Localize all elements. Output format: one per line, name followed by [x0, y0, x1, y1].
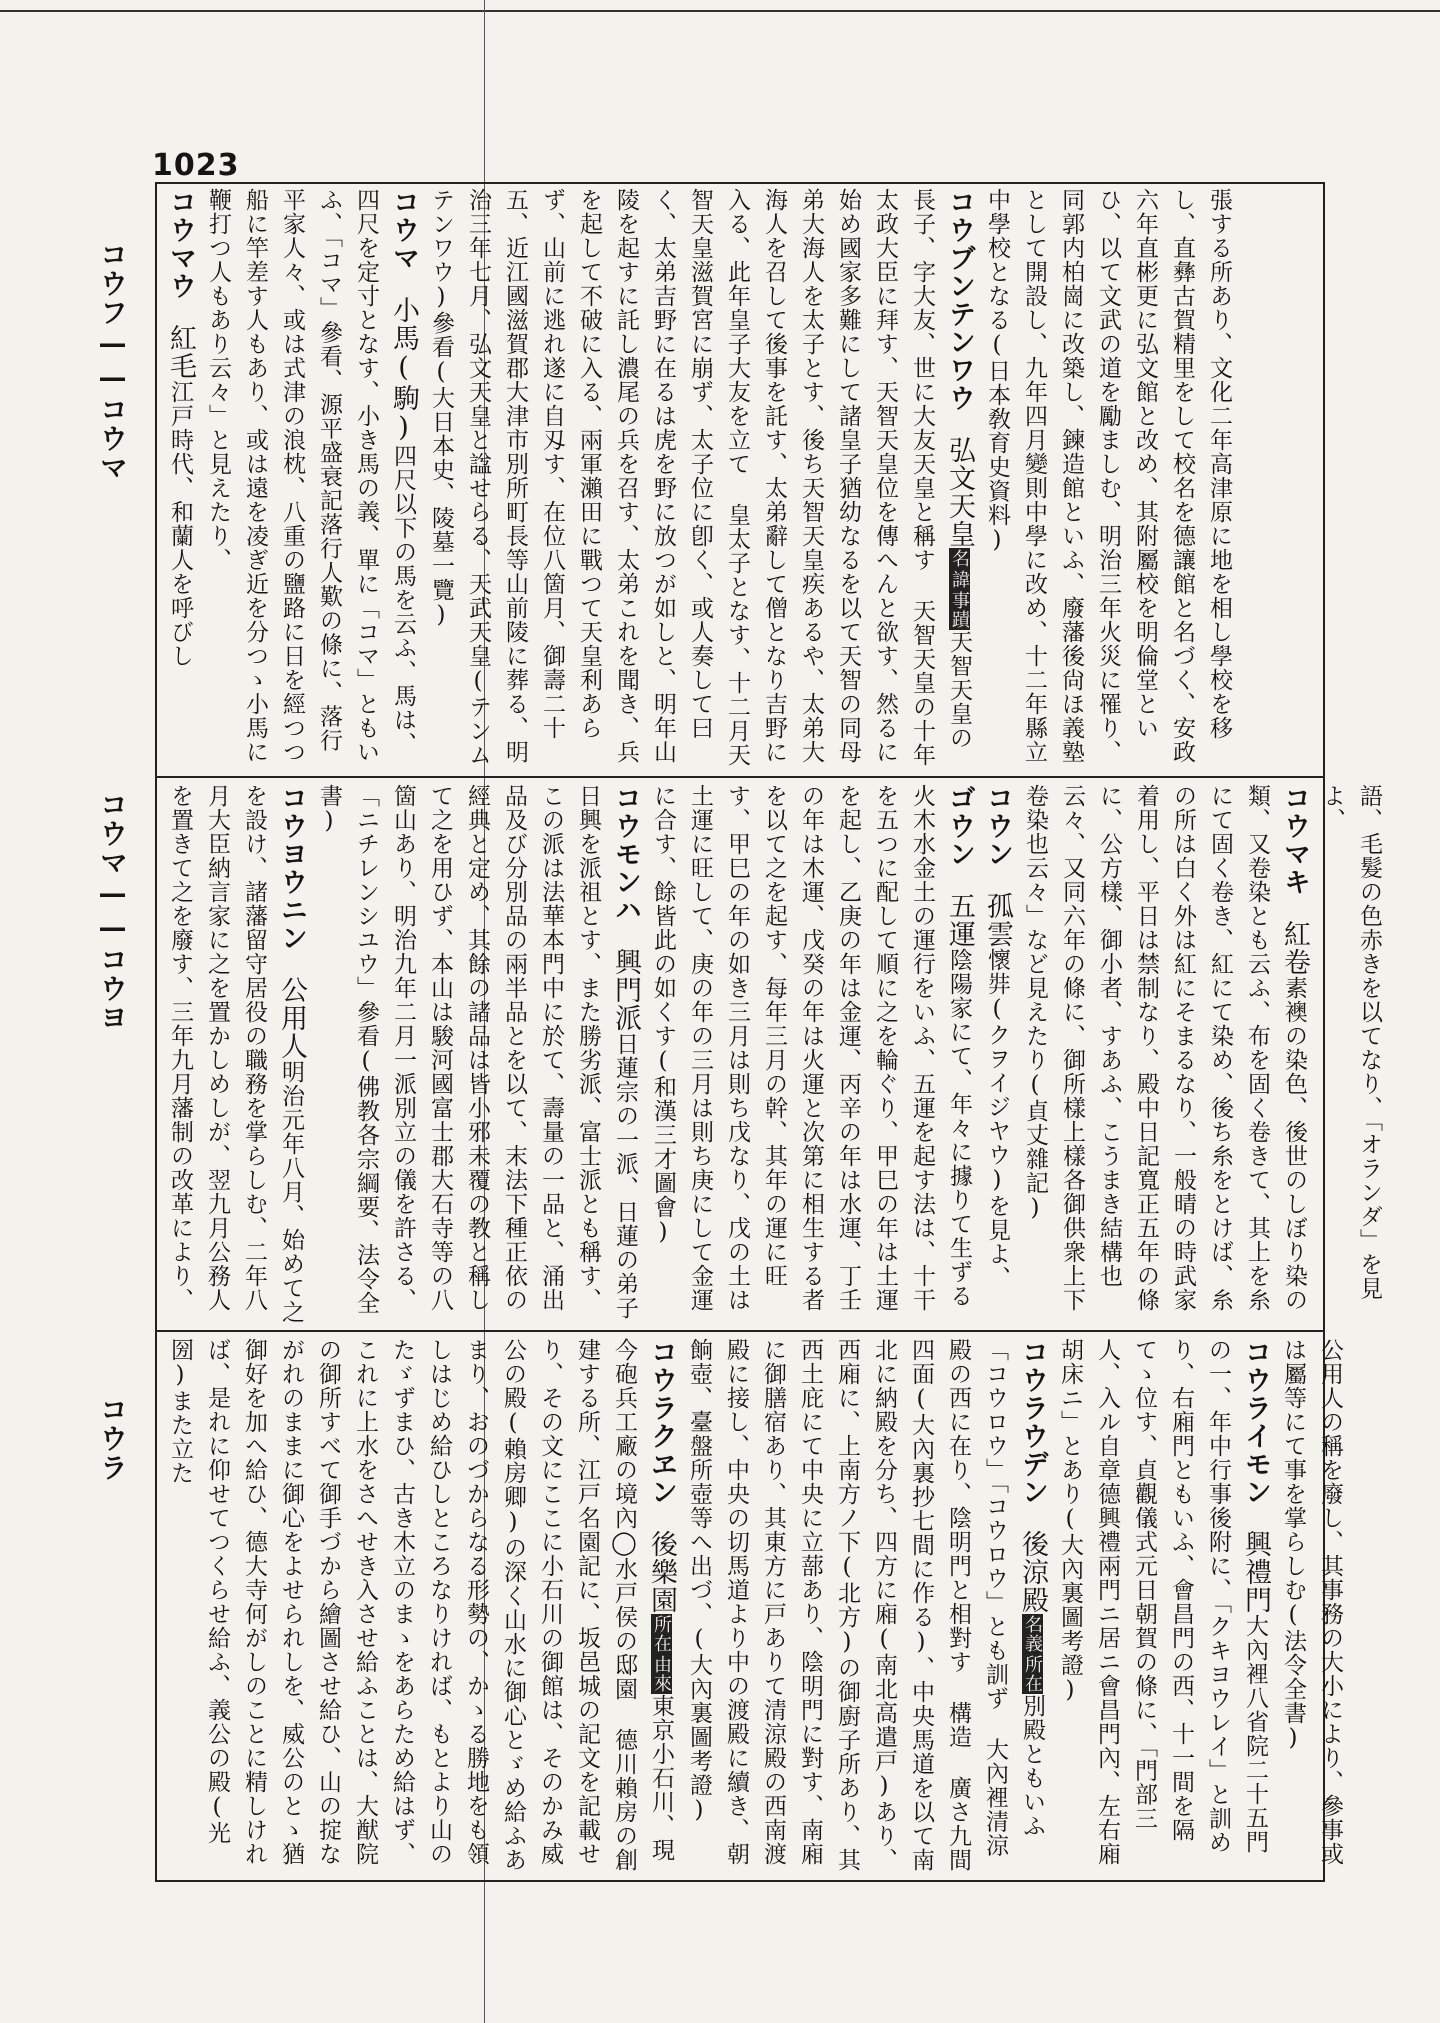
- entry-headword: コウブンテンワウ: [944, 188, 975, 412]
- top-rule: [0, 10, 1440, 12]
- entry-kanji: 後涼殿: [1017, 1530, 1048, 1614]
- entry-tag: 所在: [651, 1615, 672, 1653]
- dictionary-entry: [161, 784, 310, 1324]
- dictionary-entry: [978, 784, 1016, 1324]
- entry-text: 江戸時代、和蘭人を呼びし: [167, 380, 193, 668]
- entry-text: 日蓮宗の一派、日蓮の弟子日興を派祖とす、また勝劣派、富士派とも稱す、この派は法華本門中に於て、壽量の一品と、涌出品及び分別品の兩半品とを以て、末法下種正依の經典と定め、其餘の諸品は皆小邪未覆の教と稱して之を用ひず、本山は駿河國富士郡大石寺等の八箇山あり、明治九年二月一派別立の儀を許さる、「ニチレンシユウ」參看(佛教各宗綱要、法令全書): [316, 784, 638, 1320]
- entry-kanji: 紅毛: [165, 324, 196, 380]
- entry-headword: コウラクヱン: [646, 1338, 677, 1506]
- entry-text: 張する所あり、文化二年高津原に地を相し學校を移し、直彝古賀精里をして校名を德讓館と名づく、安政六年直彬更に弘文館と改め、其附屬校を明倫堂といひ、以て文武の道を勵ましむ、明治三年火災に罹り、同郭内柏崗に改築し、鍊造館といふ、廢藩後尙ほ義塾として開設し、九年四月變則中學に改め、十二年縣立中學校となる(日本敎育史資料): [984, 188, 1232, 764]
- entry-text: 明治元年八月、始めて之を設け、諸藩留守居役の職務を掌らしむ、二年八月大臣納言家に之を置かしめしが、翌九月公務人を置きて之を廢す、三年九月藩制の改革により、: [167, 784, 304, 1324]
- dictionary-entry: [161, 188, 199, 770]
- entry-headword: コウマ: [388, 188, 419, 272]
- dictionary-entry: [680, 1338, 1051, 1876]
- side-header-1: コウフ——コウマ: [96, 240, 129, 482]
- entry-kanji: 弘文天皇: [944, 436, 975, 548]
- section-2: [157, 780, 1382, 1328]
- entry-kanji: 孤雲: [982, 892, 1013, 948]
- page-number: 1023: [152, 148, 240, 183]
- entry-text: 懷弉(クヲイジヤウ)を見よ、: [984, 948, 1010, 1290]
- dictionary-entry: [644, 784, 978, 1324]
- entry-kanji: 紅卷: [1279, 920, 1310, 976]
- entry-kanji: 五運: [944, 892, 975, 948]
- entry-headword: ゴウン: [944, 784, 975, 868]
- entry-headword: コウマキ: [1279, 784, 1310, 896]
- section-3: [157, 1334, 1343, 1880]
- entry-text: 語、毛髮の色赤きを以てなり、「オランダ」を見よ、: [1319, 784, 1382, 1301]
- section-divider-1: [155, 776, 1325, 778]
- entry-headword: コウマウ: [165, 188, 196, 300]
- continued-text: [1274, 1338, 1348, 1876]
- entry-tag: 名義: [1022, 1615, 1043, 1653]
- entry-text: 大內裡八省院二十五門の一、年中行事後附に、「クキヨウレイ」と訓めり、右廂門ともいふ、會昌門の西、十一間を隔てゝ位す、貞觀儀式元日朝賀の條に、「門部三人、入ル自章德興禮兩門ニ居ニ會昌門內、左右廂胡床ニ」とあり(大內裏圖考證): [1057, 1338, 1268, 1866]
- section-1: [157, 184, 1323, 774]
- dictionary-entry: [1016, 784, 1313, 1324]
- dictionary-entry: [161, 1338, 680, 1876]
- section-divider-2: [155, 1330, 1325, 1332]
- entry-text: 素襖の染色、後世のしぼり染の類、又卷染とも云ふ、布を固く卷きて、其上を糸にて固く卷き、紅にて染め、後ち糸をとけば、糸の所は白く外は紅にそまるなり、一般晴の時武家着用し、平日は禁制なり、殿中日記寬正五年の條に、公方樣、御小者、すあふ、こうまき結構也云々、又同六年の條に、御所樣上樣各御供衆上下卷染也云々」など見えたり(貞丈雜記): [1022, 784, 1307, 1312]
- entry-kanji: 小馬(駒): [388, 296, 419, 444]
- section-1-text: [161, 188, 1237, 770]
- entry-text: 四尺以下の馬を云ふ、馬は、四尺を定寸となす、小き馬の義、單に「コマ」ともいふ、「コマ」參看、源平盛衰記落行人歎の條に、落行平家人々、或は式津の浪枕、八重の鹽路に日を經つつ船に竿差す人もあり、或は遠を凌ぎ近を分つゝ小馬に鞭打つ人もあり云々」と見えたり、: [205, 188, 416, 764]
- dictionary-entry: [199, 188, 422, 770]
- entry-headword: コウライモン: [1240, 1338, 1271, 1506]
- entry-tag: 名: [949, 549, 970, 568]
- entry-tag: 所在: [1022, 1655, 1043, 1693]
- entry-tag: 諱: [949, 570, 970, 589]
- entry-text: 陰陽家にて、年々に據りて生ずる火木水金土の運行をいふ、五運を起す法は、十干を五つに配して順に之を輪ぐり、甲巳の年は土運を起し、乙庚の年は金運、丙辛の年は水運、丁壬の年は木運、戊癸の年は火運と次第に相生する者を以て之を起す、每年三月の幹、其年の運に旺す、甲巳の年の如き三月は則ち戊なり、戊の土は土運に旺して、庚の年の三月は則ち庚にして金運に合す、餘皆此の如くす(和漢三才圖會): [650, 784, 972, 1312]
- entry-text: 公用人の稱を廢し、其事務の大小により、參事或は屬等にて事を掌らしむ(法令全書): [1280, 1338, 1343, 1866]
- entry-kanji: 興門派: [610, 948, 641, 1032]
- entry-headword: コウラウデン: [1017, 1338, 1048, 1506]
- section-2-text: [161, 784, 1387, 1324]
- entry-kanji: 後樂園: [646, 1530, 677, 1614]
- side-header-3: コウラ: [96, 1395, 129, 1482]
- entry-kanji: 興禮門: [1240, 1530, 1271, 1614]
- continued-text: [978, 188, 1237, 770]
- entry-tag: 由來: [651, 1655, 672, 1693]
- entry-tag: 事蹟: [949, 591, 970, 629]
- entry-text: 東京小石川、現今砲兵工廠の境內◯水戸侯の邸園 德川賴房の創建する所、江戸名園記に、坂邑城の記文を記載せり、その文にここに小石川の御館は、そのかみ威公の殿(賴房卿)の深く山水に御心とゞめ給ふあまり、おのづからなる形勢の、かゝる勝地をも領しはじめ給ひしところなりければ、もとより山のたゞずまひ、古き木立のまゝをあらため給はず、これに上水をさへせき入させ給ふことは、大猷院の御所すべて御手づから繪圖させ給ひ、山の掟ながれのままに御心をよせられしを、威公のとゝ猶御好を加へ給ひ、德大寺何がしのことに精しければ、是れに仰せてつくらせ給ふ、義公の殿(光圀)また立た: [167, 1338, 674, 1872]
- side-header-2: コウマ——コウヨ: [96, 790, 129, 1032]
- dictionary-entry: [422, 188, 978, 770]
- section-3-text: [161, 1338, 1348, 1876]
- entry-headword: コウン: [982, 784, 1013, 868]
- entry-headword: コウヨウニン: [276, 784, 307, 952]
- entry-text: 別殿ともいふ「コウロウ」「コウロウ」とも訓ず 大內裡清涼殿の西に在り、陰明門と相對す 構造 廣さ九間四面(大內裏抄七間に作る)、中央馬道を以て南北に納殿を分ち、四方に廂(南北高遣戸)あり、西廂に、上南方ノ下(北方)の御廚子所あり、其西土庇にて中央に立蔀あり、陰明門に對す、南廂に御膳宿あり、其東方に戸ありて清涼殿の西南渡殿に接し、中央の切馬道より中の渡殿に續き、朝餉壺、臺盤所壺等へ出づ、(大內裏圖考證): [686, 1338, 1045, 1872]
- continued-text: [1313, 784, 1387, 1324]
- entry-kanji: 公用人: [276, 976, 307, 1060]
- dictionary-entry: [310, 784, 644, 1324]
- dictionary-entry: [1051, 1338, 1274, 1876]
- entry-text: 天智天皇の長子、字大友、世に大友天皇と稱す 天智天皇の十年太政大臣に拜す、天智天皇位を傳へんと欲す、然るに始め國家多難にして諸皇子猶幼なるを以て天智の同母弟大海人を太子とす、後ち天智天皇疾あるや、太弟大海人を召して後事を託す、太弟辭して僧となり吉野に入る、此年皇子大友を立て 皇太子となす、十二月天智天皇滋賀宮に崩ず、太子位に卽く、或人奏して曰く、太弟吉野に在るは虎を野に放つが如しと、明年山陵を起すに託し濃尾の兵を召す、太弟これを聞き、兵を起して不破に入る、兩軍瀨田に戰つて天皇利あらず、山前に逃れ遂に自刄す、在位八箇月、御壽二十五、近江國滋賀郡大津市別所町長等山前陵に葬る、明治三年七月、弘文天皇と諡せらる、天武天皇(テンムテンワウ)參看(大日本史、陵墓一覽): [428, 188, 972, 767]
- entry-headword: コウモンハ: [610, 784, 641, 924]
